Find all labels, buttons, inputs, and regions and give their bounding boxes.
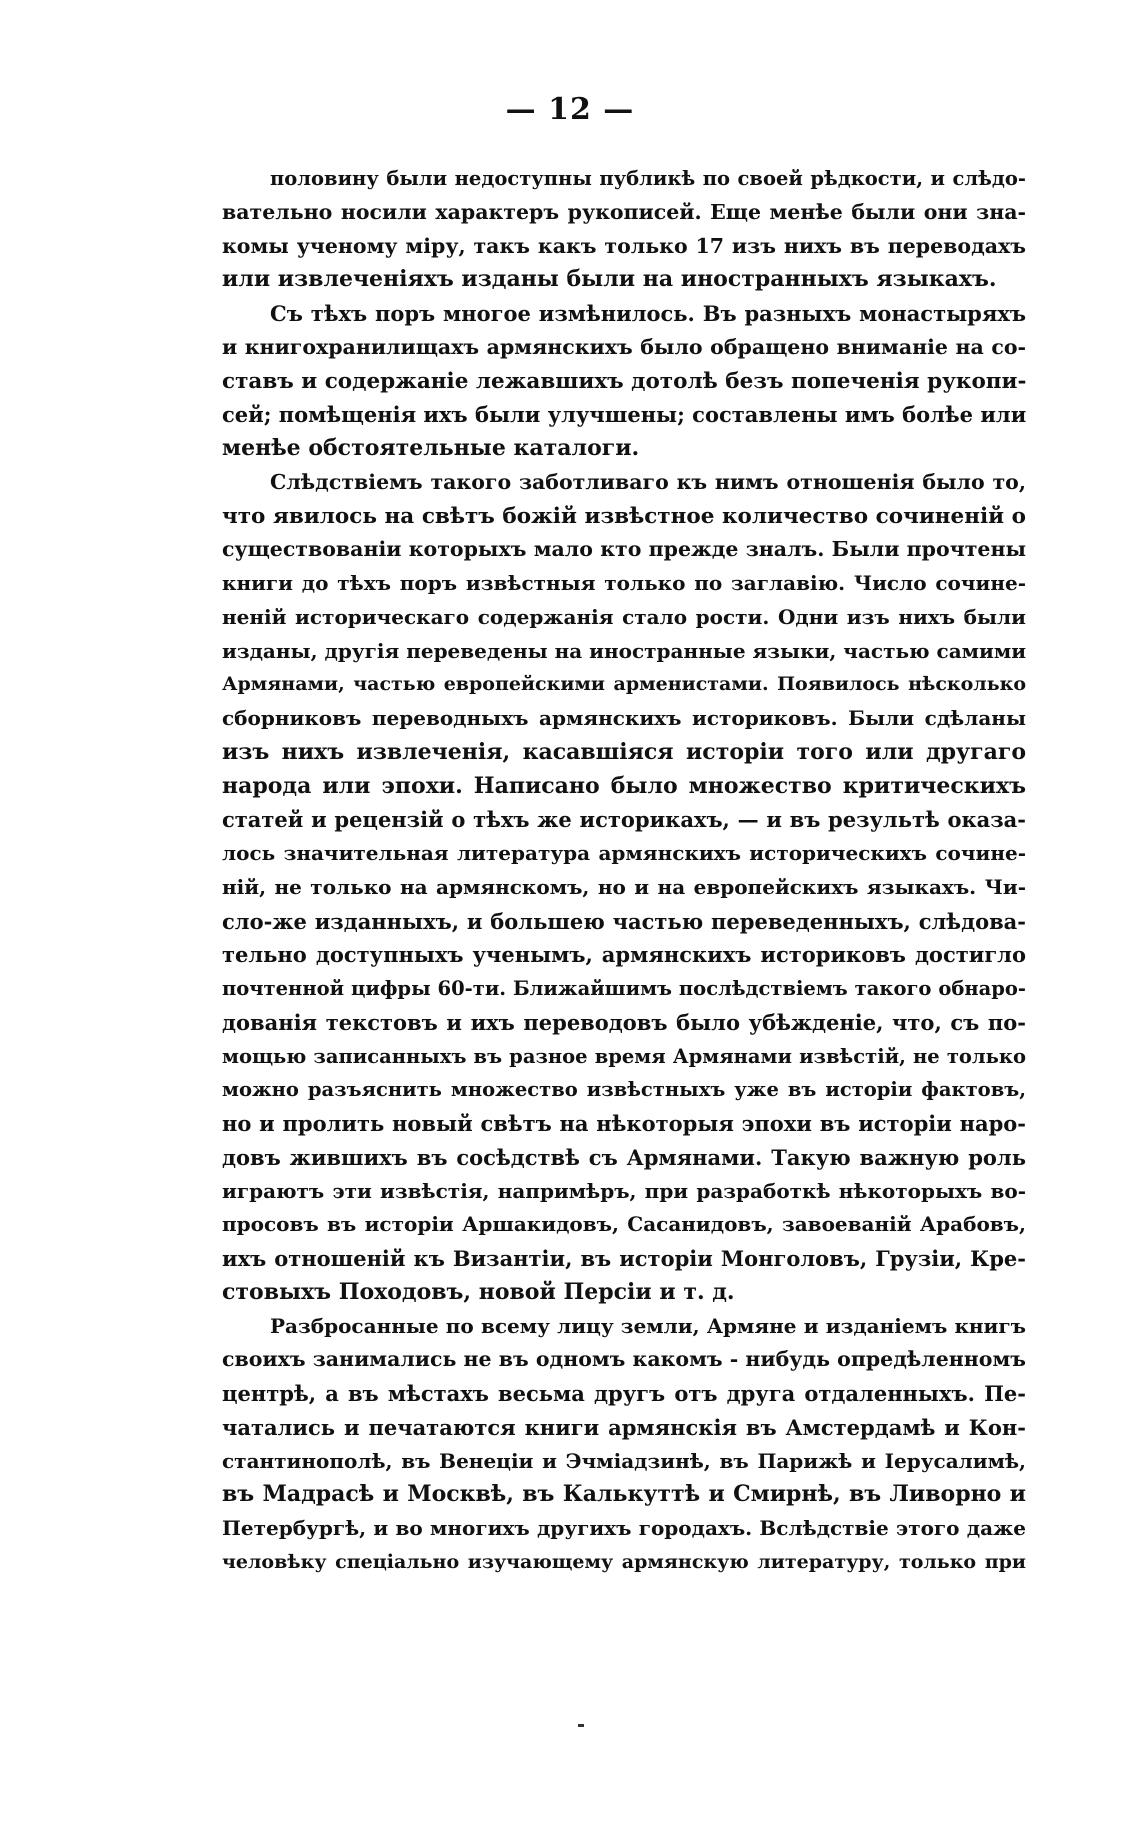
- text-line: можно разъяснить множество извѣстныхъ уже въ исторіи фактовъ,: [222, 1078, 1026, 1102]
- text-line: тельно доступныхъ ученымъ, армянскихъ историковъ достигло: [222, 942, 1026, 968]
- text-line: ставъ и содержаніе лежавшихъ дотолѣ безъ попеченія рукопи-: [222, 368, 1026, 394]
- text-line: изданы, другія переведены на иностранные языки, частью самими: [222, 638, 1026, 663]
- text-line: Разбросанные по всему лицу земли, Армяне и изданіемъ книгъ: [270, 1313, 1026, 1338]
- text-line: почтенной цифры 60-ти. Ближайшимъ послѣдствіемъ такого обнаро-: [222, 977, 1026, 1000]
- text-line: существованіи которыхъ мало кто прежде зналъ. Были прочтены: [222, 537, 1026, 562]
- text-line: что явилось на свѣтъ божій извѣстное количество сочиненій о: [222, 503, 1026, 529]
- text-line: Слѣдствіемъ такого заботливаго къ нимъ отношенія было то,: [270, 469, 1026, 494]
- ink-speck: [578, 1724, 584, 1727]
- text-line: въ Мадрасѣ и Москвѣ, въ Калькуттѣ и Смирнѣ, въ Ливорно и: [222, 1481, 1026, 1508]
- body-text: [222, 162, 1026, 1580]
- text-line: играютъ эти извѣстія, напримѣръ, при разработкѣ нѣкоторыхъ во-: [222, 1178, 1026, 1203]
- text-line: стантинополѣ, въ Венеціи и Эчміадзинѣ, въ Парижѣ и Іерусалимѣ,: [222, 1448, 1026, 1473]
- text-line: довъ жившихъ въ сосѣдствѣ съ Армянами. Такую важную роль: [222, 1144, 1026, 1170]
- text-line: Петербургѣ, и во многихъ другихъ городахъ. Вслѣдствіе этого даже: [222, 1516, 1026, 1540]
- text-line: ненiй историческаго содержанія стало рости. Одни изъ нихъ были: [222, 604, 1026, 629]
- text-line: Армянами, частью европейскими арменистами. Появилось нѣсколько: [222, 673, 1026, 696]
- paragraph: [222, 466, 1026, 1310]
- text-line: своихъ занимались не въ одномъ какомъ - нибудь опредѣленномъ: [222, 1347, 1026, 1372]
- text-line: мощью записанныхъ въ разное время Армянами извѣстій, не только: [222, 1044, 1026, 1068]
- text-line: вательно носили характеръ рукописей. Еще менѣе были они зна-: [222, 199, 1026, 224]
- paragraph: [222, 297, 1026, 466]
- text-line: статей и рецензій о тѣхъ же историкахъ, — и въ результѣ оказа-: [222, 807, 1026, 833]
- text-line: дованія текстовъ и ихъ переводовъ было убѣжденіе, что, съ по-: [222, 1009, 1026, 1035]
- text-line: комы ученому міру, такъ какъ только 17 изъ нихъ въ переводахъ: [222, 233, 1026, 258]
- paragraph: [222, 162, 1026, 297]
- text-line: чатались и печатаются книги армянскія въ Амстердамѣ и Кон-: [222, 1414, 1026, 1440]
- text-line: народа или эпохи. Написано было множество критическихъ: [222, 772, 1026, 799]
- text-line: или извлеченіяхъ изданы были на иностранныхъ языкахъ.: [222, 266, 997, 293]
- text-line: и книгохранилищахъ армянскихъ было обращено вниманіе на со-: [222, 334, 1026, 359]
- text-line: но и пролить новый свѣтъ на нѣкоторыя эпохи въ исторіи наро-: [222, 1111, 1026, 1136]
- text-line: половину были недоступны публикѣ по своей рѣдкости, и слѣдо-: [270, 167, 1026, 190]
- text-line: стовыхъ Походовъ, новой Персіи и т. д.: [222, 1278, 735, 1305]
- text-line: ихъ отношеній къ Византіи, въ исторіи Монголовъ, Грузіи, Кре-: [222, 1246, 1026, 1271]
- text-line: изъ нихъ извлеченія, касавшіяся исторіи того или другаго: [222, 738, 1026, 765]
- text-line: просовъ въ исторіи Аршакидовъ, Сасанидовъ, завоеваній Арабовъ,: [222, 1212, 1026, 1237]
- page-number: — 12 —: [505, 92, 635, 127]
- text-line: человѣку спеціально изучающему армянскую литературу, только при: [222, 1550, 1026, 1573]
- text-line: Съ тѣхъ поръ многое измѣнилось. Въ разныхъ монастыряхъ: [270, 301, 1026, 326]
- text-line: лось значительная литература армянскихъ историческихъ сочине-: [222, 841, 1026, 865]
- text-line: сборниковъ переводныхъ армянскихъ историковъ. Были сдѣланы: [222, 706, 1026, 730]
- text-line: менѣе обстоятельные каталоги.: [222, 435, 640, 461]
- text-line: книги до тѣхъ поръ извѣстныя только по заглавію. Число сочине-: [222, 571, 1026, 595]
- text-line: сей; помѣщенія ихъ были улучшены; составлены имъ болѣе или: [222, 402, 1026, 428]
- text-line: ній, не только на армянскомъ, но и на европейскихъ языкахъ. Чи-: [222, 874, 1026, 899]
- paragraph: [222, 1310, 1026, 1580]
- text-line: центрѣ, а въ мѣстахъ весьма другъ отъ друга отдаленныхъ. Пе-: [222, 1381, 1026, 1406]
- text-line: сло-же изданныхъ, и большею частью переведенныхъ, слѣдова-: [222, 908, 1026, 934]
